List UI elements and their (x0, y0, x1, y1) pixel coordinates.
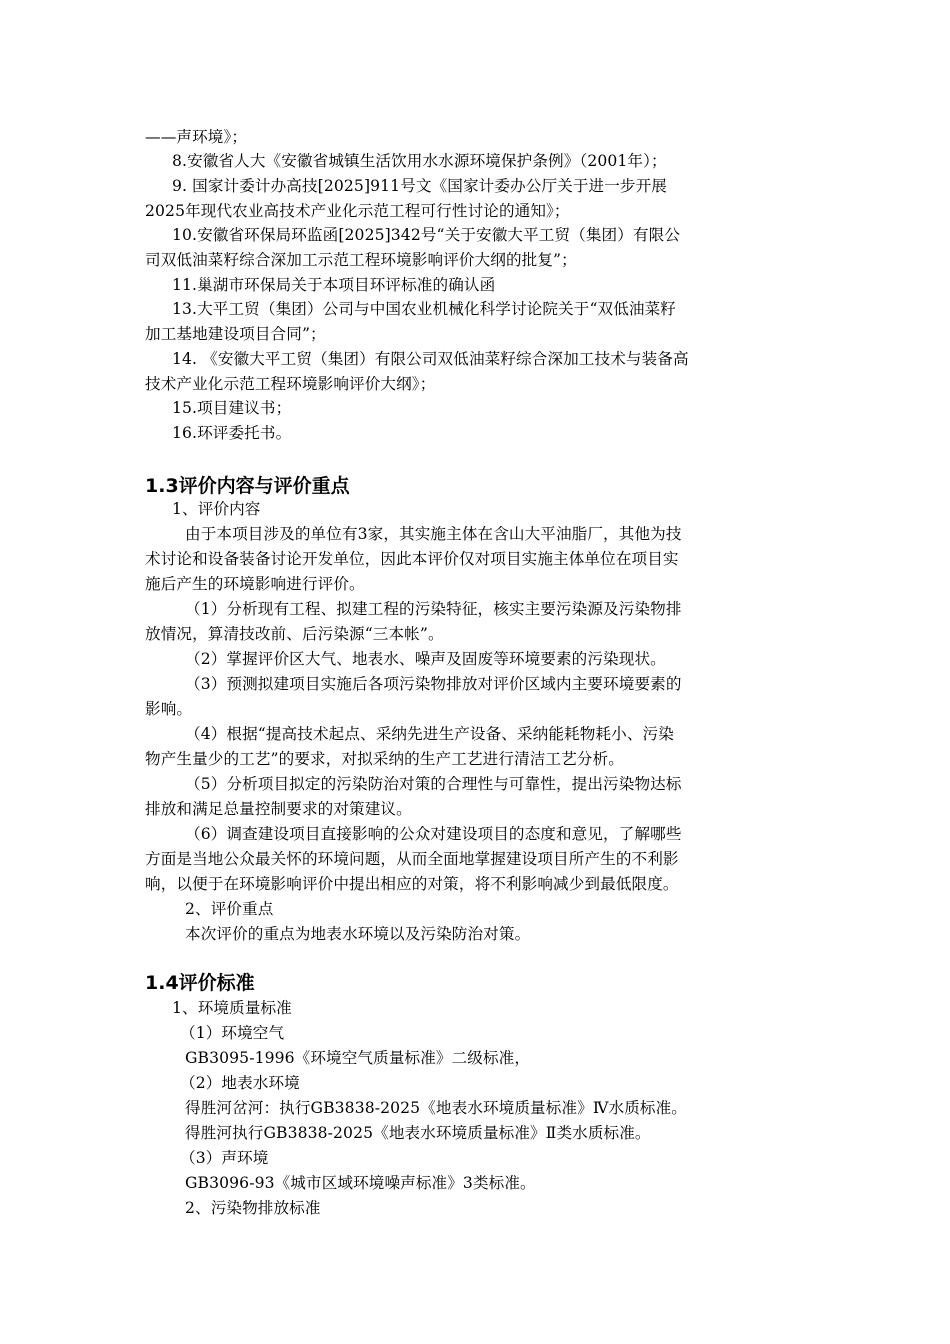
s13-item5-line2: 排放和满足总量控制要求的对策建议。 (145, 800, 412, 818)
ref-10-line2: 司双低油菜籽综合深加工示范工程环境影响评价大纲的批复”； (145, 251, 577, 269)
s13-para2: 本次评价的重点为地表水环境以及污染防治对策。 (185, 925, 531, 943)
ref-10-line1: 10.安徽省环保局环监函[2025]342号“关于安徽大平工贸（集团）有限公 (172, 226, 681, 244)
s13-item6-line2: 方面是当地公众最关怀的环境问题，从而全面地掌握建设项目所产生的不利影 (145, 850, 679, 868)
s14-noise-standard: GB3096-93《城市区域环境噪声标准》3类标准。 (185, 1174, 536, 1192)
s14-air-heading: （1）环境空气 (180, 1024, 285, 1042)
s13-item4-line2: 物产生量少的工艺”的要求，对拟采纳的生产工艺进行清洁工艺分析。 (145, 750, 624, 768)
s13-item6-line1: （6）调查建设项目直接影响的公众对建设项目的态度和意见，了解哪些 (185, 825, 682, 843)
s13-subheading-focus: 2、评价重点 (185, 900, 274, 918)
ref-7-tail: ——声环境》； (145, 128, 248, 146)
s14-water-standard-1: 得胜河岔河：执行GB3838-2025《地表水环境质量标准》Ⅳ水质标准。 (185, 1099, 687, 1117)
s13-item5-line1: （5）分析项目拟定的污染防治对策的合理性与可靠性，提出污染物达标 (185, 775, 682, 793)
section-1-3-heading: 1.3评价内容与评价重点 (145, 475, 350, 497)
ref-14-line1: 14. 《安徽大平工贸（集团）有限公司双低油菜籽综合深加工技术与装备高 (172, 350, 689, 368)
s13-item3-line2: 影响。 (145, 700, 193, 718)
s14-subheading-emission: 2、污染物排放标准 (185, 1199, 321, 1217)
s14-noise-heading: （3）声环境 (180, 1149, 269, 1167)
ref-11: 11.巢湖市环保局关于本项目环评标准的确认函 (172, 276, 496, 294)
ref-15: 15.项目建议书； (172, 399, 292, 417)
s14-water-standard-2: 得胜河执行GB3838-2025《地表水环境质量标准》Ⅱ类水质标准。 (185, 1124, 651, 1142)
s13-para1-line2: 术讨论和设备装备讨论开发单位，因此本评价仅对项目实施主体单位在项目实 (145, 550, 679, 568)
s14-air-standard: GB3095-1996《环境空气质量标准》二级标准， (185, 1049, 531, 1067)
s13-para1-line1: 由于本项目涉及的单位有3家，其实施主体在含山大平油脂厂，其他为技 (185, 525, 682, 543)
s13-subheading-content: 1、评价内容 (172, 500, 261, 518)
ref-16: 16.环评委托书。 (172, 424, 292, 442)
s13-item2: （2）掌握评价区大气、地表水、噪声及固废等环境要素的污染现状。 (185, 650, 666, 668)
ref-8: 8.安徽省人大《安徽省城镇生活饮用水水源环境保护条例》（2001年）； (172, 152, 667, 170)
ref-9-line2: 2025年现代农业高技术产业化示范工程可行性讨论的通知》； (145, 202, 570, 220)
ref-9-line1: 9. 国家计委计办高技[2025]911号文《国家计委办公厅关于进一步开展 (172, 177, 667, 195)
s13-item4-line1: （4）根据“提高技术起点、采纳先进生产设备、采纳能耗物耗小、污染 (185, 725, 674, 743)
s14-water-heading: （2）地表水环境 (180, 1074, 300, 1092)
s13-item1-line2: 放情况，算清技改前、后污染源“三本帐”。 (145, 625, 444, 643)
s14-subheading-quality: 1、环境质量标准 (172, 999, 292, 1017)
ref-13-line2: 加工基地建设项目合同”； (145, 325, 326, 343)
s13-item6-line3: 响，以便于在环境影响评价中提出相应的对策，将不利影响减少到最低限度。 (145, 875, 679, 893)
s13-item1-line1: （1）分析现有工程、拟建工程的污染特征，核实主要污染源及污染物排 (185, 600, 682, 618)
s13-item3-line1: （3）预测拟建项目实施后各项污染物排放对评价区域内主要环境要素的 (185, 675, 682, 693)
section-1-4-heading: 1.4评价标准 (145, 972, 255, 994)
ref-14-line2: 技术产业化示范工程环境影响评价大纲》； (145, 375, 436, 393)
s13-para1-line3: 施后产生的环境影响进行评价。 (145, 575, 365, 593)
ref-13-line1: 13.大平工贸（集团）公司与中国农业机械化科学讨论院关于“双低油菜籽 (172, 300, 676, 318)
